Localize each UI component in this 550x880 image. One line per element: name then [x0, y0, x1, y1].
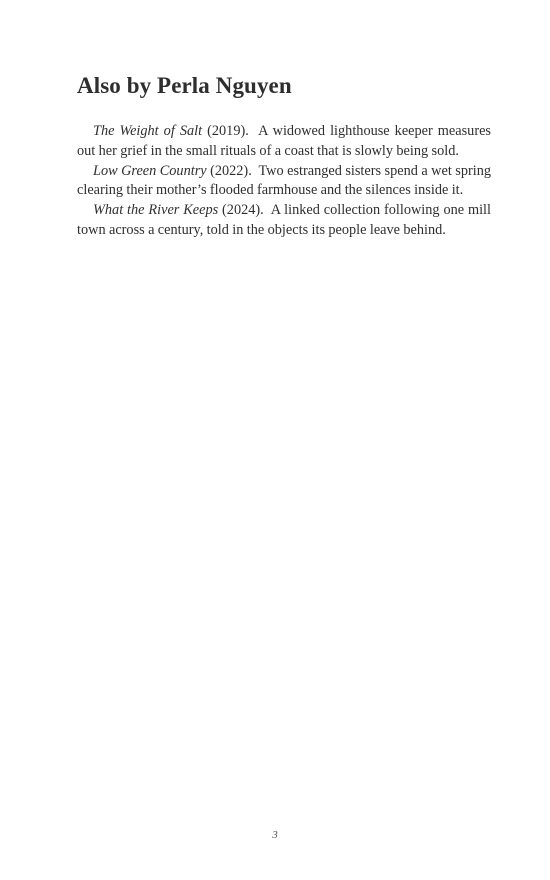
- book-list: [77, 122, 491, 241]
- book-year: (2022).: [210, 162, 252, 179]
- book-title: What the River Keeps: [93, 202, 219, 219]
- book-entry: [77, 162, 491, 202]
- book-entry: [77, 122, 491, 162]
- book-description: A linked collection following one mill town across a century, told in the objects its people leave behind.: [77, 202, 491, 238]
- book-title: Low Green Country: [93, 162, 207, 179]
- book-title: The Weight of Salt: [93, 123, 203, 139]
- book-year: (2019).: [207, 123, 249, 139]
- book-description: A widowed lighthouse keeper measures out her grief in the small rituals of a coast that is slowly being sold.: [77, 123, 491, 159]
- book-entry: [77, 201, 491, 241]
- book-description: Two estranged sisters spend a wet spring clearing their mother’s flooded farmhouse and the silences inside it.: [77, 162, 491, 199]
- page-number: 3: [272, 829, 278, 841]
- book-year: (2024).: [222, 202, 264, 219]
- section-heading: Also by Perla Nguyen: [77, 73, 292, 98]
